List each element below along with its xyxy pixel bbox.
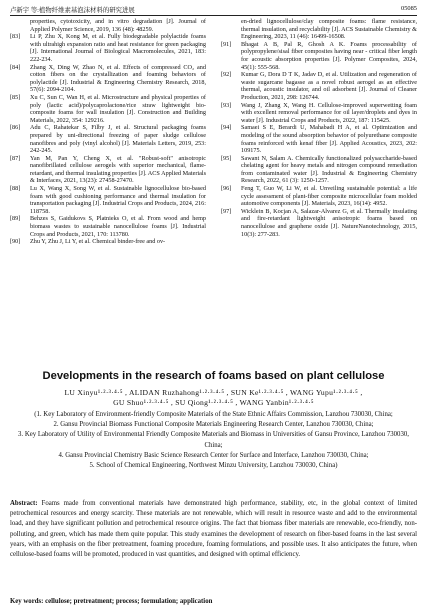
- reference-number: [88]: [10, 185, 21, 193]
- running-header-title: 卢新宇 等:植物纤维素基泡沫材料的研究进展: [10, 7, 135, 14]
- reference-number: [84]: [10, 63, 21, 71]
- reference-number: [97]: [221, 207, 232, 215]
- reference-item: [10, 18, 206, 33]
- reference-item: [221, 102, 417, 125]
- references-left-column: [10, 18, 206, 246]
- reference-item: [10, 185, 206, 215]
- reference-number: [93]: [221, 101, 232, 109]
- reference-item: [221, 124, 417, 154]
- affiliation-2: 2. Gansu Provincial Biomass Functional Composite Materials Engineering Research Center, Lanzhou 730030, China;: [53, 421, 374, 429]
- reference-number: [83]: [10, 33, 21, 41]
- reference-text: Wicklein B, Kocjan A, Salazar-Alvarez G, et al. Thermally insulating and fire-retardant lightweight anisotropic foams based on nanocellulose and graphene oxide [J]. NatureNanotechnology, 2015, 10(3): 277-283.: [241, 207, 417, 238]
- abstract-label: Abstract:: [10, 500, 38, 507]
- affiliation-1: (1. Key Laboratory of Environment-friendly Composite Materials of the State Ethnic Affairs Commission, Lanzhou 730030, China;: [34, 411, 393, 418]
- reference-text: Yan M, Pan Y, Cheng X, et al. "Robust-soft" anisotropic nanofibrillated cellulose aerogels with superior mechanical, flame-retardant, and thermal insulating properties [J]. ACS Applied Materials & Interfaces, 2021, 13(23): 27458-27470.: [30, 154, 206, 185]
- article-title: Developments in the research of foams based on plant cellulose: [42, 370, 385, 382]
- reference-item: [10, 238, 206, 246]
- reference-text: Behzes S, Gaidukovs S, Platnieks O, et al. From wood and hemp biomass wastes to sustainable nanocellulose foams [J]. Industrial Crops and Products, 2021, 170: 113780.: [30, 215, 206, 238]
- references-right-column: [221, 18, 417, 238]
- reference-text: Sawant N, Salam A. Chemically functionalized polysaccharide-based chelating agent for heavy metals and nitrogen compound remediation from contaminated water [J]. Industrial & Engineering Chemistry Research, 2022, 61 (3): 1250-1257.: [241, 154, 417, 185]
- reference-text: Kumar G, Dora D T K, Jadav D, et al. Utilization and regeneration of waste sugarcane bagasse as a novel robust aerogel as an effective thermal, acoustic insulator, and oil adsorbent [J]. Journal of Cleaner Production, 2021, 298: 126744.: [241, 71, 417, 101]
- author-line-1: LU Xinyu¹·²·³·⁴·⁵ , ALIDAN Ruzhahong¹·²·³·⁴·⁵ , SUN Ke¹·²·³·⁴·⁵ , WANG Yupu¹·²·³·⁴·⁵ ,: [64, 388, 363, 397]
- reference-number: [89]: [10, 215, 21, 223]
- reference-text: Lu X, Wang X, Song W, et al. Sustainable lignocellulose bio-based foam with good cushioning performance and thermal insulation for transportation packaging [J]. Industrial Crops and Products, 2024, 216: 118758.: [30, 185, 206, 215]
- reference-item: [221, 185, 417, 208]
- reference-item: [10, 215, 206, 238]
- author-list: [0, 388, 427, 408]
- reference-text: Samaei S E, Berardi U, Mahabadi H A, et al. Optimization and modeling of the sound absorption behavior of polyurethane composite foams reinforced with kenaf fiber [J]. Applied Acoustics, 2023, 202: 109175.: [241, 124, 417, 155]
- reference-item: [10, 155, 206, 185]
- reference-text: Zhang X, Ding W, Zhao N, et al. Effects of compressed CO₂ and cotton fibers on the crystallization and foaming behaviors of polylactide [J]. Industrial & Engineering Chemistry Research, 2018, 57(6): 2094-2104.: [30, 63, 206, 94]
- reference-item: [221, 18, 417, 41]
- page-number: 05085: [401, 5, 417, 12]
- reference-number: [91]: [221, 40, 232, 48]
- reference-text: Bhagat A B, Pal R, Ghosh A K. Foams processability of polypropylene/sisal fiber composites having near - critical fiber length for acoustic absorption properties [J]. Polymer Composites, 2024, 45(1): 555-568.: [241, 40, 417, 71]
- reference-text: properties, cytotoxicity, and in vitro degradation [J]. Journal of Applied Polymer Science, 2019, 136 (48): 48259.: [30, 18, 206, 33]
- reference-text: Zhu Y, Zhu J, Li Y, et al. Chemical binder-free and ov-: [30, 238, 166, 246]
- reference-number: [94]: [221, 124, 232, 132]
- reference-number: [96]: [221, 185, 232, 193]
- reference-item: [221, 155, 417, 185]
- reference-item: [221, 208, 417, 238]
- reference-text: Li P, Zhu X, Kong M, et al. Fully biodegradable polylactide foams with ultrahigh expansion ratio and heat resistance for green packaging [J]. International Journal of Biological Macromolecules, 2021, 183: 222-234.: [30, 33, 206, 63]
- abstract-text: Foams made from conventional materials have demonstrated high performance, stability, etc, in the global context of limited petrochemical resources and energy scarcity. These materials are not renewable, which will result in resource waste and add to the environmental load, and they have significant pollution and petrochemical resource origins. The fact that biomass fiber materials are renewable, eco-friendly, non-polluting, and green, which has made them quite popular. This study examines the development of research on fiber-based foams in the last several years, with an emphasis on the fiber pretreatment, foaming procedure, foaming formulations, and possible uses. It also anticipates the future, when cellulose-based foams will be promoted, produced in vast quantities, and designed with optimal efficiency.: [10, 500, 417, 559]
- reference-item: [10, 124, 206, 154]
- affiliations: [14, 410, 413, 471]
- author-line-2: GU Shuo¹·²·³·⁴·⁵ , SU Qiong¹·²·³·⁴·⁵ , WANG Yanbin¹·²·³·⁴·⁵: [113, 398, 314, 407]
- reference-item: [10, 94, 206, 124]
- affiliation-4: 4. Gansu Provincial Chemistry Basic Science Research Center for Surface and Interface, Lanzhou 730030, China;: [58, 451, 369, 459]
- reference-number: [95]: [221, 154, 232, 162]
- running-header: [10, 4, 417, 16]
- reference-number: [86]: [10, 124, 21, 132]
- reference-number: [87]: [10, 154, 21, 162]
- reference-number: [85]: [10, 93, 21, 101]
- reference-item: [10, 64, 206, 94]
- affiliation-5: 5. School of Chemical Engineering, Northwest Minzu University, Lanzhou 730030, China): [89, 462, 338, 470]
- abstract: [10, 499, 417, 560]
- reference-text: Adu C, Rahatekar S, Filby J, et al. Structural packaging foams prepared by uni-directional freezing of paper sludge cellulose nanofibres and poly (vinyl alcohol) [J]. Materials Letters, 2019, 253: 242-245.: [30, 124, 206, 155]
- affiliation-3: 3. Key Laboratory of Utility of Environmental Friendly Composite Materials and Biomass in Universities of Gansu Province, Lanzhou 730030, China;: [18, 431, 409, 449]
- reference-item: [221, 41, 417, 71]
- references-section: [10, 18, 417, 368]
- reference-text: Xu C, Sun C, Wan H, et al. Microstructure and physical properties of poly (lactic acid)/polycaprolactone/rice straw lightweight bio-composite foams for wall insulation [J]. Construction and Building Materials, 2022, 354: 129216.: [30, 93, 206, 124]
- keywords: Key words: cellulose; pretreatment; process; formulation; application: [10, 598, 213, 605]
- reference-item: [10, 33, 206, 63]
- reference-number: [90]: [10, 238, 21, 246]
- reference-number: [92]: [221, 71, 232, 79]
- reference-item: [221, 71, 417, 101]
- reference-text: Wang J, Zhang X, Wang H. Cellulose-improved superwetting foam with excellent removal performance for oil layer/droplets and dyes in water [J]. Industrial Crops and Products, 2022, 187: 115425.: [241, 101, 417, 124]
- reference-text: en-dried lignocellulose/clay composite foams: flame resistance, thermal insulation, and recyclability [J]. ACS Sustainable Chemistry & Engineering, 2023, 11 (46): 16499-16508.: [241, 18, 417, 41]
- reference-text: Feng T, Guo W, Li W, et al. Unveiling sustainable potential: a life cycle assessment of plant-fiber composite microcellular foam molded automotive components [J]. Materials, 2023, 16(14): 4952.: [241, 185, 417, 208]
